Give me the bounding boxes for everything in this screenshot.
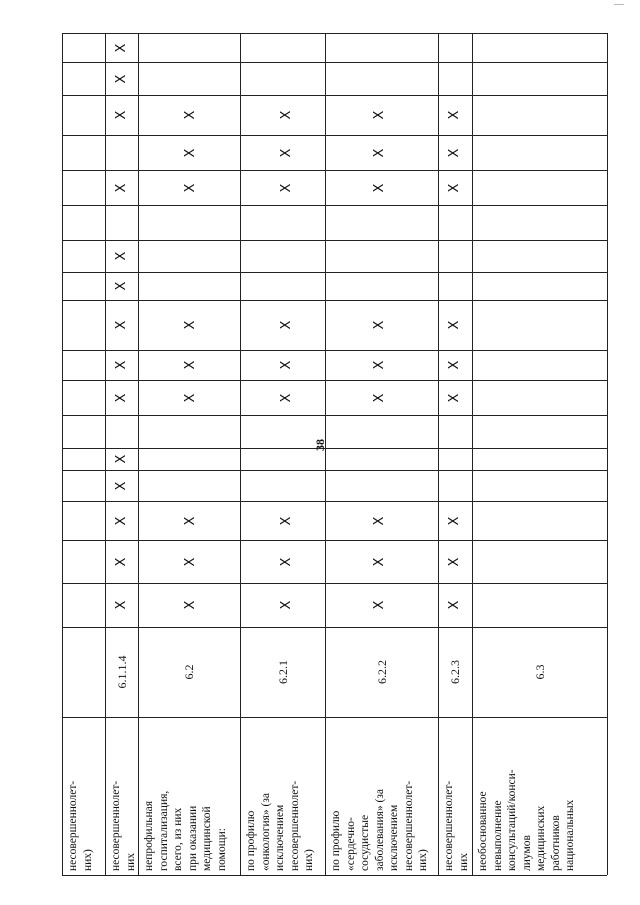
cell-mark: X — [183, 183, 198, 192]
row-label-line: заболевания» (за — [373, 788, 386, 871]
row-code: 6.2.1 — [275, 660, 290, 684]
row-label-line: национальных — [564, 799, 576, 871]
cell-mark: X — [113, 516, 129, 525]
row-label-line: «онкология» (за — [259, 792, 272, 871]
column-border — [62, 415, 607, 416]
column-border — [62, 33, 607, 34]
row-label-line: них — [124, 852, 137, 871]
row-border — [325, 33, 326, 875]
cell-mark: X — [279, 320, 294, 330]
row-border — [62, 33, 63, 875]
column-border — [62, 875, 607, 876]
cell-mark: X — [183, 110, 198, 120]
row-label — [66, 781, 95, 871]
cell-mark: X — [372, 360, 387, 370]
row-border — [438, 33, 439, 875]
cell-mark: X — [183, 516, 198, 525]
cell-mark: X — [447, 393, 462, 402]
row-label — [244, 781, 317, 871]
row-code: 6.1.1.4 — [114, 655, 129, 689]
cell-mark: X — [372, 557, 387, 566]
cell-mark: X — [372, 148, 387, 157]
cell-mark: X — [279, 360, 294, 370]
cell-mark: X — [447, 557, 462, 566]
row-code: 6.2 — [182, 664, 196, 680]
column-border — [62, 501, 607, 502]
cell-mark: X — [279, 393, 294, 402]
cell-mark: X — [279, 600, 294, 610]
row-label-line: лиумов — [520, 835, 533, 871]
row-label-line: медицинской — [201, 806, 213, 871]
cell-mark: X — [447, 320, 462, 330]
column-border — [62, 62, 607, 63]
column-border — [62, 717, 607, 718]
cell-mark: X — [372, 110, 387, 120]
column-border — [62, 627, 607, 628]
cell-mark: X — [372, 516, 387, 525]
column-border — [62, 350, 607, 351]
column-border — [62, 135, 607, 136]
row-border — [607, 33, 608, 875]
cell-mark: X — [447, 360, 462, 370]
row-label — [442, 781, 471, 871]
column-border — [62, 95, 607, 96]
row-border — [105, 33, 106, 875]
row-label-line: несовершеннолет- — [402, 780, 415, 871]
column-border — [62, 170, 607, 171]
row-label-line: них — [457, 852, 470, 871]
row-label-line: них) — [417, 849, 429, 871]
cell-mark: X — [279, 148, 294, 157]
column-border — [62, 448, 607, 449]
row-border — [472, 33, 473, 875]
cell-mark: X — [279, 110, 294, 120]
cell-mark: X — [372, 183, 387, 192]
row-label-line: невыполнение — [491, 800, 504, 871]
cell-mark: X — [113, 110, 129, 120]
column-border — [62, 240, 607, 241]
cell-mark: X — [183, 393, 198, 402]
row-label — [476, 769, 578, 871]
cell-mark: X — [113, 393, 129, 402]
row-label-line: несовершеннолет- — [110, 780, 122, 871]
cell-mark: X — [279, 516, 294, 525]
cell-mark: X — [447, 183, 462, 192]
row-label-line: при оказании — [186, 805, 199, 871]
row-label-line: по профилю — [245, 810, 257, 871]
row-label-line: всего, из них — [172, 807, 184, 871]
cell-mark: X — [279, 557, 294, 566]
column-border — [62, 272, 607, 273]
cell-mark: X — [113, 43, 129, 52]
cell-mark: X — [183, 148, 198, 157]
row-label-line: необоснованное — [477, 791, 489, 871]
row-label-line: несовершеннолет- — [443, 780, 455, 871]
row-label-line: них) — [81, 849, 94, 871]
row-label-line: непрофильная — [143, 800, 155, 871]
column-border — [62, 540, 607, 541]
row-label-line: них) — [303, 849, 315, 871]
column-border — [62, 470, 607, 471]
row-label-line: «сердечно- — [344, 817, 357, 871]
cell-mark: X — [447, 600, 462, 610]
row-label-line: медицинских — [535, 805, 547, 871]
cell-mark: X — [113, 74, 129, 83]
cell-mark: X — [183, 360, 198, 370]
row-label-line: несовершеннолет- — [67, 780, 79, 871]
row-label-line: исключением — [274, 804, 286, 871]
column-border — [62, 380, 607, 381]
column-border — [62, 300, 607, 301]
cell-mark: X — [183, 600, 198, 610]
row-label-line: госпитализация, — [157, 790, 170, 871]
top-edge-mark — [614, 4, 624, 5]
row-label — [329, 781, 431, 871]
cell-mark: X — [113, 320, 129, 330]
cell-mark: X — [372, 600, 387, 610]
page-number: 38 — [313, 439, 327, 451]
row-label-line: сосудистые — [359, 814, 371, 871]
cell-mark: X — [183, 557, 198, 566]
row-label — [109, 781, 138, 871]
cell-mark: X — [447, 148, 462, 157]
cell-mark: X — [447, 110, 462, 120]
cell-mark: X — [372, 320, 387, 330]
cell-mark: X — [183, 320, 198, 330]
row-label-line: исключением — [388, 804, 400, 871]
cell-mark: X — [113, 481, 129, 490]
row-label — [142, 791, 229, 871]
column-border — [62, 205, 607, 206]
row-border — [240, 33, 241, 875]
column-border — [62, 583, 607, 584]
row-label-line: несовершеннолет- — [288, 780, 301, 871]
row-border — [138, 33, 139, 875]
cell-mark: X — [113, 360, 129, 370]
row-code: 6.2.2 — [374, 660, 389, 684]
cell-mark: X — [113, 557, 129, 566]
row-label-line: работников — [549, 815, 562, 871]
cell-mark: X — [113, 281, 129, 291]
cell-mark: X — [279, 183, 294, 192]
row-label-line: по профилю — [330, 810, 342, 871]
cell-mark: X — [447, 516, 462, 525]
cell-mark: X — [113, 600, 129, 610]
row-code: 6.3 — [532, 664, 547, 680]
row-label-line: консультаций/конси- — [506, 769, 518, 871]
row-label-line: помощи: — [215, 828, 228, 871]
cell-mark: X — [113, 183, 129, 192]
row-code: 6.2.3 — [448, 660, 462, 684]
cell-mark: X — [113, 454, 129, 464]
cell-mark: X — [113, 251, 129, 261]
cell-mark: X — [372, 393, 387, 402]
